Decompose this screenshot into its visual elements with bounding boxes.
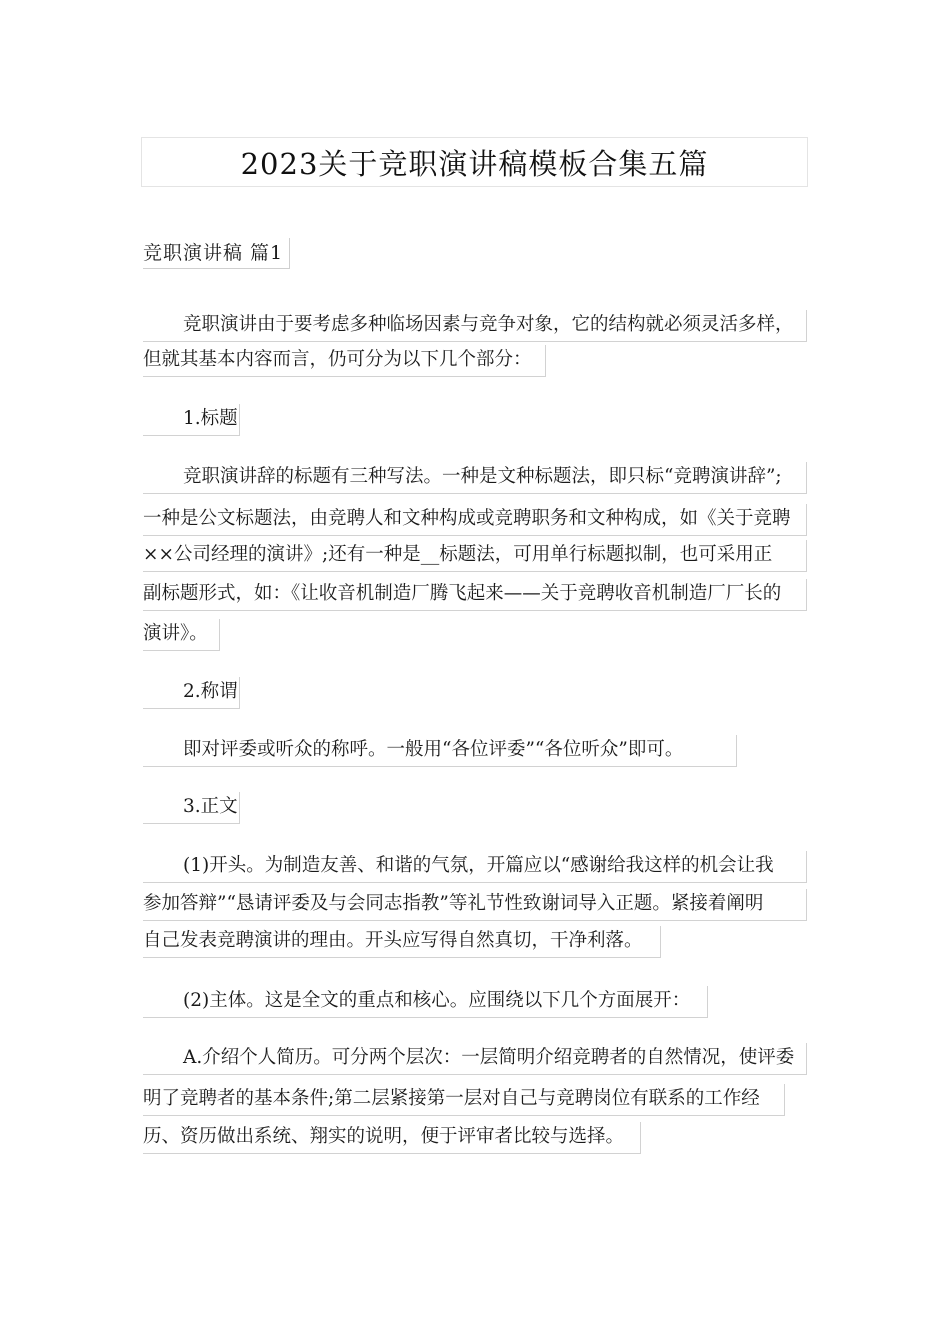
paragraph-line: (1)开头。为制造友善、和谐的气氛，开篇应以“感谢给我这样的机会让我 [143,851,807,883]
subheading-line: 2.称谓 [143,677,240,709]
paragraph-line: 参加答辩”“恳请评委及与会同志指教”等礼节性致谢词导入正题。紧接着阐明 [143,889,807,921]
document-title: 2023关于竞职演讲稿模板合集五篇 [141,137,808,187]
paragraph-line: 竞职演讲辞的标题有三种写法。一种是文种标题法，即只标“竞聘演讲辞”; [143,462,807,494]
paragraph-line: A.介绍个人简历。可分两个层次：一层简明介绍竞聘者的自然情况，使评委 [143,1043,807,1075]
paragraph-line: (2)主体。这是全文的重点和核心。应围绕以下几个方面展开： [143,986,708,1018]
paragraph-line: ××公司经理的演讲》;还有一种是__标题法，可用单行标题拟制，也可采用正 [143,540,807,572]
paragraph-line: 一种是公文标题法，由竞聘人和文种构成或竞聘职务和文种构成，如《关于竞聘 [143,504,807,536]
paragraph-line: 副标题形式，如：《让收音机制造厂腾飞起来——关于竞聘收音机制造厂厂长的 [143,579,807,611]
paragraph-line: 但就其基本内容而言，仍可分为以下几个部分： [143,345,546,377]
section-heading: 竞职演讲稿 篇1 [143,238,290,269]
paragraph-line: 演讲》。 [143,619,220,651]
paragraph-line: 竞职演讲由于要考虑多种临场因素与竞争对象，它的结构就必须灵活多样， [143,310,807,342]
paragraph-line: 即对评委或听众的称呼。一般用“各位评委”“各位听众”即可。 [143,735,737,767]
paragraph-line: 自己发表竞聘演讲的理由。开头应写得自然真切，干净利落。 [143,926,661,958]
subheading-line: 1.标题 [143,404,240,436]
subheading-line: 3.正文 [143,792,240,824]
paragraph-line: 明了竞聘者的基本条件;第二层紧接第一层对自己与竞聘岗位有联系的工作经 [143,1084,785,1116]
paragraph-line: 历、资历做出系统、翔实的说明，便于评审者比较与选择。 [143,1122,641,1154]
